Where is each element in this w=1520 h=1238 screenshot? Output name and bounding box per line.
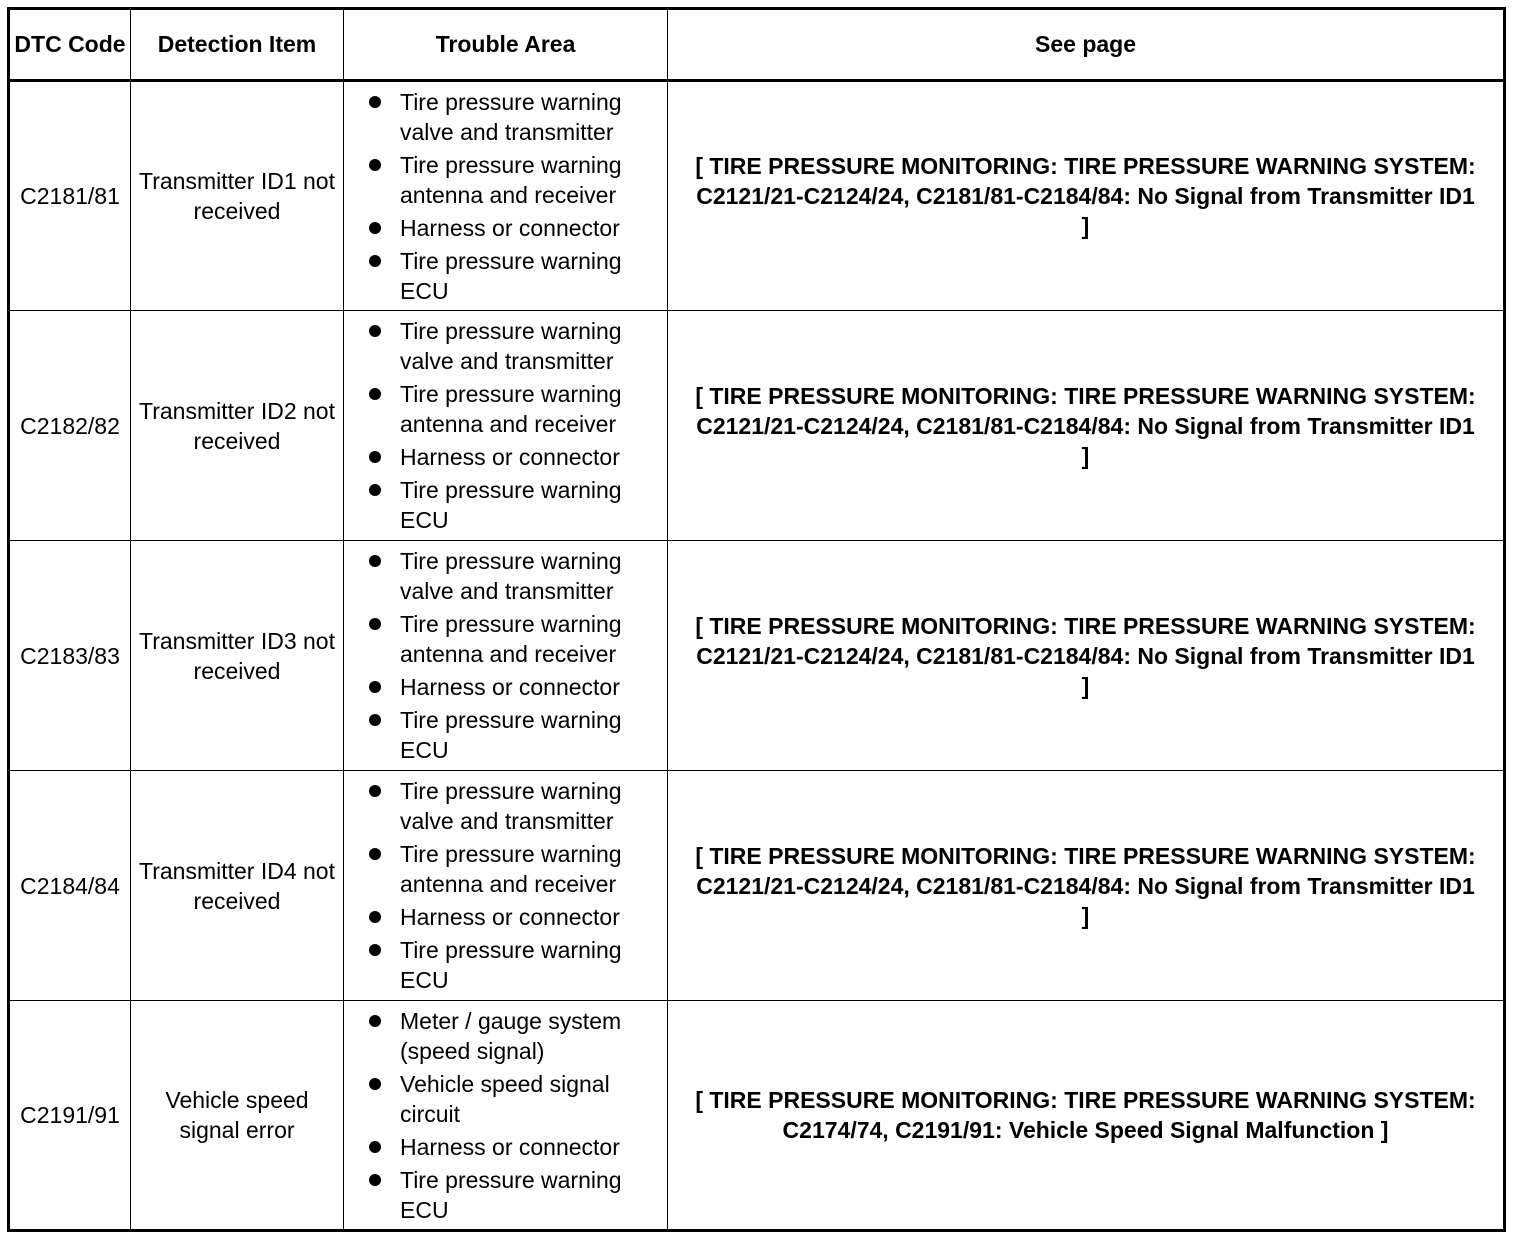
table-body bbox=[9, 81, 1505, 1231]
trouble-area-item bbox=[366, 902, 661, 932]
trouble-area-text: Tire pressure warning ECU bbox=[400, 1166, 622, 1223]
dtc-code-cell: C2191/91 bbox=[9, 1001, 131, 1231]
trouble-area-list bbox=[366, 316, 661, 535]
trouble-area-cell bbox=[344, 311, 668, 541]
trouble-area-item bbox=[366, 1132, 661, 1162]
bullet-icon bbox=[369, 451, 381, 463]
trouble-area-cell bbox=[344, 1001, 668, 1231]
see-page-link[interactable]: [ TIRE PRESSURE MONITORING: TIRE PRESSURE WARNING SYSTEM: C2121/21-C2124/24, C2181/81-C2184/84: No Signal from Transmitter ID1 ] bbox=[668, 771, 1505, 1001]
trouble-area-text: Harness or connector bbox=[400, 1133, 620, 1160]
trouble-area-text: Tire pressure warning ECU bbox=[400, 937, 622, 993]
bullet-icon bbox=[369, 785, 381, 797]
see-page-link[interactable]: [ TIRE PRESSURE MONITORING: TIRE PRESSURE WARNING SYSTEM: C2121/21-C2124/24, C2181/81-C2184/84: No Signal from Transmitter ID1 ] bbox=[668, 311, 1505, 541]
dtc-table bbox=[7, 7, 1506, 1232]
table-row bbox=[9, 771, 1505, 1001]
header-detection-item: Detection Item bbox=[131, 9, 344, 81]
trouble-area-text: Tire pressure warning ECU bbox=[400, 477, 622, 533]
trouble-area-list bbox=[366, 546, 661, 765]
table-row bbox=[9, 311, 1505, 541]
bullet-icon bbox=[369, 255, 381, 267]
trouble-area-item bbox=[366, 316, 661, 376]
bullet-icon bbox=[369, 1141, 381, 1153]
trouble-area-text: Tire pressure warning antenna and receiver bbox=[400, 841, 622, 897]
trouble-area-text: Tire pressure warning valve and transmitter bbox=[400, 548, 622, 604]
see-page-link[interactable]: [ TIRE PRESSURE MONITORING: TIRE PRESSURE WARNING SYSTEM: C2174/74, C2191/91: Vehicle Speed Signal Malfunction ] bbox=[668, 1001, 1505, 1231]
trouble-area-text: Harness or connector bbox=[400, 674, 620, 700]
bullet-icon bbox=[369, 222, 381, 234]
trouble-area-cell bbox=[344, 541, 668, 771]
detection-item-cell: Vehicle speed signal error bbox=[131, 1001, 344, 1231]
trouble-area-item bbox=[366, 1069, 661, 1129]
header-trouble-area: Trouble Area bbox=[344, 9, 668, 81]
trouble-area-item bbox=[366, 87, 661, 147]
bullet-icon bbox=[369, 714, 381, 726]
bullet-icon bbox=[369, 555, 381, 567]
trouble-area-item bbox=[366, 935, 661, 995]
trouble-area-item bbox=[366, 475, 661, 535]
trouble-area-item bbox=[366, 776, 661, 836]
trouble-area-item bbox=[366, 1165, 661, 1225]
see-page-link[interactable]: [ TIRE PRESSURE MONITORING: TIRE PRESSURE WARNING SYSTEM: C2121/21-C2124/24, C2181/81-C2184/84: No Signal from Transmitter ID1 ] bbox=[668, 81, 1505, 311]
bullet-icon bbox=[369, 681, 381, 693]
trouble-area-item bbox=[366, 150, 661, 210]
bullet-icon bbox=[369, 1015, 381, 1027]
trouble-area-item bbox=[366, 442, 661, 472]
trouble-area-cell bbox=[344, 771, 668, 1001]
dtc-code-cell: C2181/81 bbox=[9, 81, 131, 311]
trouble-area-item bbox=[366, 839, 661, 899]
bullet-icon bbox=[369, 1078, 381, 1090]
trouble-area-item bbox=[366, 705, 661, 765]
trouble-area-text: Tire pressure warning valve and transmitter bbox=[400, 318, 622, 374]
bullet-icon bbox=[369, 325, 381, 337]
trouble-area-text: Tire pressure warning valve and transmitter bbox=[400, 778, 622, 834]
bullet-icon bbox=[369, 848, 381, 860]
dtc-code-cell: C2183/83 bbox=[9, 541, 131, 771]
trouble-area-list bbox=[366, 87, 661, 306]
table-row bbox=[9, 1001, 1505, 1231]
table-header bbox=[9, 9, 1505, 81]
trouble-area-text: Meter / gauge system (speed signal) bbox=[400, 1007, 622, 1064]
trouble-area-item bbox=[366, 609, 661, 669]
trouble-area-text: Tire pressure warning ECU bbox=[400, 707, 622, 763]
trouble-area-text: Harness or connector bbox=[400, 444, 620, 470]
trouble-area-list bbox=[366, 776, 661, 995]
bullet-icon bbox=[369, 159, 381, 171]
header-row bbox=[9, 9, 1505, 81]
trouble-area-cell bbox=[344, 81, 668, 311]
trouble-area-item bbox=[366, 379, 661, 439]
trouble-area-item bbox=[366, 213, 661, 243]
trouble-area-text: Harness or connector bbox=[400, 214, 620, 241]
header-dtc-code: DTC Code bbox=[9, 9, 131, 81]
see-page-link[interactable]: [ TIRE PRESSURE MONITORING: TIRE PRESSURE WARNING SYSTEM: C2121/21-C2124/24, C2181/81-C2184/84: No Signal from Transmitter ID1 ] bbox=[668, 541, 1505, 771]
bullet-icon bbox=[369, 1174, 381, 1186]
trouble-area-text: Vehicle speed signal circuit bbox=[400, 1070, 610, 1127]
bullet-icon bbox=[369, 944, 381, 956]
dtc-code-cell: C2182/82 bbox=[9, 311, 131, 541]
detection-item-cell: Transmitter ID3 not received bbox=[131, 541, 344, 771]
detection-item-cell: Transmitter ID2 not received bbox=[131, 311, 344, 541]
trouble-area-text: Harness or connector bbox=[400, 904, 620, 930]
trouble-area-text: Tire pressure warning antenna and receiver bbox=[400, 381, 622, 437]
trouble-area-text: Tire pressure warning ECU bbox=[400, 247, 622, 304]
bullet-icon bbox=[369, 911, 381, 923]
bullet-icon bbox=[369, 618, 381, 630]
trouble-area-item bbox=[366, 246, 661, 306]
trouble-area-text: Tire pressure warning valve and transmitter bbox=[400, 88, 622, 145]
detection-item-cell: Transmitter ID4 not received bbox=[131, 771, 344, 1001]
bullet-icon bbox=[369, 388, 381, 400]
trouble-area-item bbox=[366, 1006, 661, 1066]
trouble-area-text: Tire pressure warning antenna and receiver bbox=[400, 151, 622, 208]
dtc-code-cell: C2184/84 bbox=[9, 771, 131, 1001]
trouble-area-item bbox=[366, 672, 661, 702]
detection-item-cell: Transmitter ID1 not received bbox=[131, 81, 344, 311]
bullet-icon bbox=[369, 484, 381, 496]
trouble-area-item bbox=[366, 546, 661, 606]
bullet-icon bbox=[369, 96, 381, 108]
trouble-area-text: Tire pressure warning antenna and receiver bbox=[400, 611, 622, 667]
trouble-area-list bbox=[366, 1006, 661, 1225]
table-row bbox=[9, 541, 1505, 771]
header-see-page: See page bbox=[668, 9, 1505, 81]
table-row bbox=[9, 81, 1505, 311]
